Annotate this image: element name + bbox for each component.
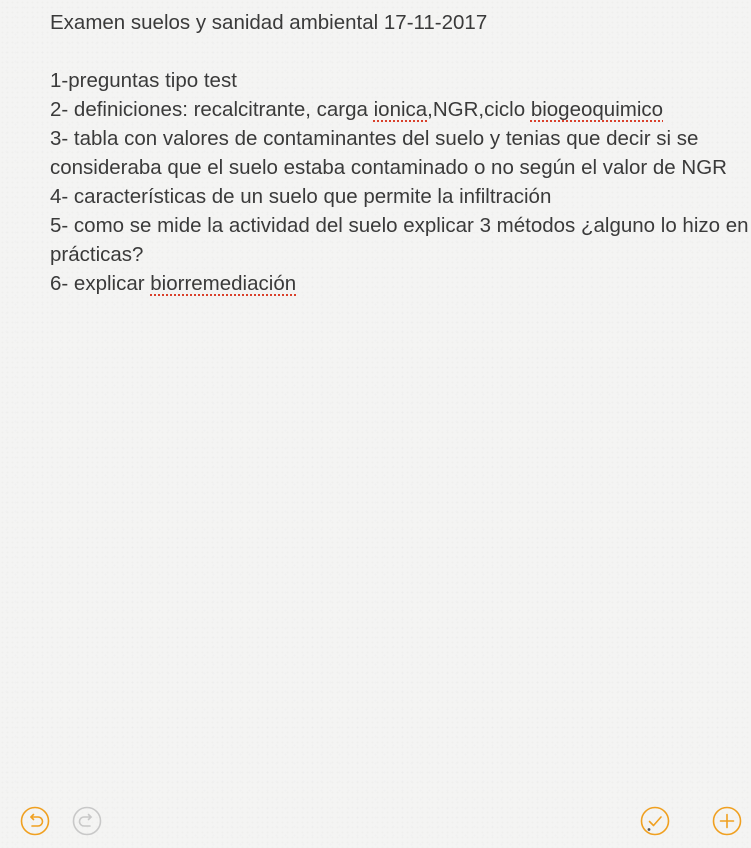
add-button[interactable] xyxy=(712,806,742,836)
checklist-button[interactable] xyxy=(640,806,670,836)
add-icon xyxy=(712,806,742,836)
note-line-2-text-b: ,NGR,ciclo xyxy=(427,98,531,121)
note-title: Examen suelos y sanidad ambiental 17-11-2017 xyxy=(50,11,488,34)
misspelled-word-ionica[interactable]: ionica xyxy=(373,98,428,121)
note-line-2 xyxy=(50,95,751,124)
note-line-5b: prácticas? xyxy=(50,243,144,266)
note-line-6 xyxy=(50,269,751,298)
note-line-1: 1-preguntas tipo test xyxy=(50,69,237,92)
redo-button[interactable] xyxy=(72,806,102,836)
misspelled-word-biorremediacion[interactable]: biorremediación xyxy=(150,272,297,295)
note-line-3b: consideraba que el suelo estaba contaminado o no según el valor de NGR xyxy=(50,156,727,179)
note-line-6-text-a: 6- explicar xyxy=(50,272,151,295)
misspelled-word-biogeoquimico[interactable]: biogeoquimico xyxy=(530,98,664,121)
redo-icon xyxy=(72,806,102,836)
note-body[interactable] xyxy=(50,8,751,298)
checklist-icon xyxy=(640,806,670,836)
note-line-4: 4- características de un suelo que permite la infiltración xyxy=(50,185,552,208)
note-line-3a: 3- tabla con valores de contaminantes del suelo y tenias que decir si se xyxy=(50,127,699,150)
undo-button[interactable] xyxy=(20,806,50,836)
note-line-5a: 5- como se mide la actividad del suelo explicar 3 métodos ¿alguno lo hizo en xyxy=(50,214,749,237)
undo-icon xyxy=(20,806,50,836)
note-line-2-text-a: 2- definiciones: recalcitrante, carga xyxy=(50,98,374,121)
blank-line xyxy=(50,37,751,66)
